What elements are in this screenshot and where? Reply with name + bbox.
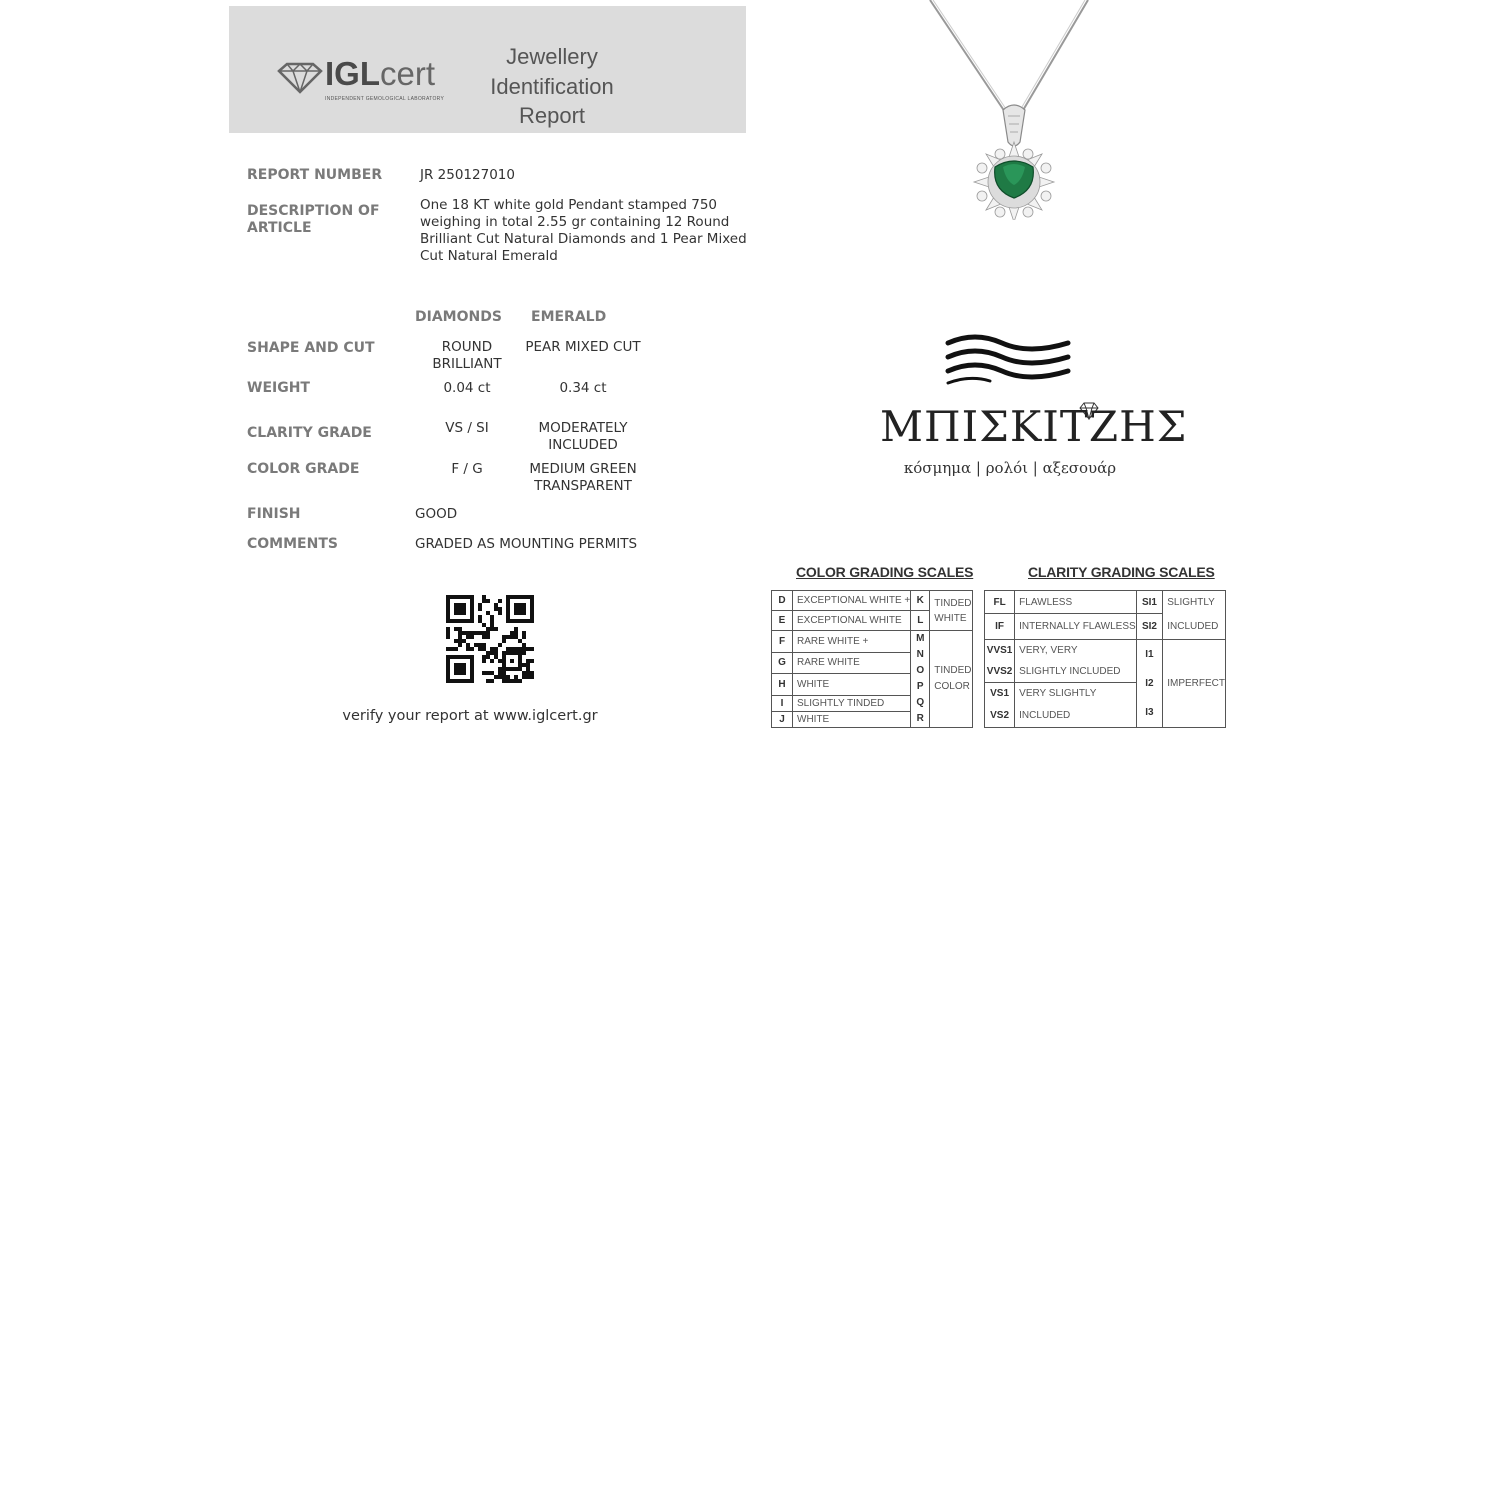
- report-number: JR 250127010: [420, 167, 515, 183]
- diamond-logo-icon: [275, 61, 323, 95]
- weight-diamonds: 0.04 ct: [443, 380, 491, 396]
- brand-name: ΜΠΙΣΚΙΤΖΗΣ: [880, 402, 1188, 451]
- clarity-scale-row: IF INTERNALLY FLAWLESS SI2: [985, 614, 1226, 640]
- color-scale-row: D EXCEPTIONAL WHITE + K TINDED WHITE: [772, 591, 973, 611]
- iglcert-logo: [275, 55, 455, 111]
- color-scale-row: G RARE WHITE: [772, 652, 973, 674]
- report-header: [229, 6, 746, 133]
- description-text: One 18 KT white gold Pendant stamped 750 weighing in total 2.55 gr containing 12 Round Brilliant Cut Natural Diamonds and 1 Pear Mixed Cut Natural Emerald: [420, 197, 747, 264]
- report-title-line: Report: [518, 103, 586, 128]
- clarity-diamonds: VS / SI: [445, 420, 489, 436]
- comments-value: GRADED AS MOUNTING PERMITS: [415, 536, 638, 552]
- color-grading-table: [771, 590, 973, 728]
- description-label: DESCRIPTION OF ARTICLE: [247, 203, 380, 236]
- verify-text: verify your report at www.iglcert.gr: [342, 708, 598, 724]
- shape-diamonds: ROUND BRILLIANT: [432, 339, 502, 372]
- color-scale-row: H WHITE: [772, 674, 973, 696]
- color-scale-row: E EXCEPTIONAL WHITE L: [772, 611, 973, 631]
- color-diamonds: F / G: [451, 461, 483, 477]
- column-header-diamonds: DIAMONDS: [415, 309, 502, 325]
- column-header-emerald: EMERALD: [531, 309, 607, 325]
- weight-label: WEIGHT: [247, 380, 310, 396]
- color-label: COLOR GRADE: [247, 461, 360, 477]
- report-title: [477, 42, 627, 131]
- clarity-label: CLARITY GRADE: [247, 425, 372, 441]
- color-scale-row: F RARE WHITE + M N O P Q R TINDED COLOR: [772, 631, 973, 653]
- logo-text-light: cert: [380, 55, 436, 92]
- brand-tagline: κόσμημα | ρολόι | αξεσουάρ: [903, 459, 1117, 477]
- pendant-image: [900, 0, 1120, 220]
- report-title-line: Jewellery: [506, 44, 598, 69]
- comments-label: COMMENTS: [247, 536, 338, 552]
- clarity-emerald: MODERATELY INCLUDED: [538, 420, 628, 453]
- report-title-line: Identification: [490, 73, 614, 99]
- clarity-scale-title: CLARITY GRADING SCALES: [1028, 564, 1215, 580]
- color-scale-row: I SLIGHTLY TINDED: [772, 695, 973, 711]
- clarity-scale-row: FL FLAWLESS SI1 SLIGHTLY INCLUDED: [985, 591, 1226, 614]
- logo-subtitle: INDEPENDENT GEMOLOGICAL LABORATORY: [325, 96, 445, 102]
- color-emerald: MEDIUM GREEN TRANSPARENT: [529, 461, 637, 494]
- finish-label: FINISH: [247, 506, 301, 522]
- clarity-grading-table: FL FLAWLESS SI1 SLIGHTLY INCLUDED IF INTERNALLY FLAWLESS SI2 VVS1 VVS2 VERY, VERY SLIGHTLY INCLUDED I1 I2 I3 IMPERFECT VS1 VS2 VERY SLIGHTLY INCLUDED: [984, 590, 1226, 728]
- weight-emerald: 0.34 ct: [559, 380, 607, 396]
- qr-code[interactable]: [446, 595, 534, 683]
- shape-label: SHAPE AND CUT: [247, 340, 375, 356]
- finish-value: GOOD: [415, 506, 458, 522]
- color-scale-title: COLOR GRADING SCALES: [796, 564, 974, 580]
- brand-waves-logo: [940, 333, 1075, 388]
- color-scale-row: J WHITE: [772, 711, 973, 727]
- report-number-label: REPORT NUMBER: [247, 167, 383, 183]
- shape-emerald: PEAR MIXED CUT: [525, 339, 641, 355]
- logo-text-bold: IGL: [325, 55, 380, 92]
